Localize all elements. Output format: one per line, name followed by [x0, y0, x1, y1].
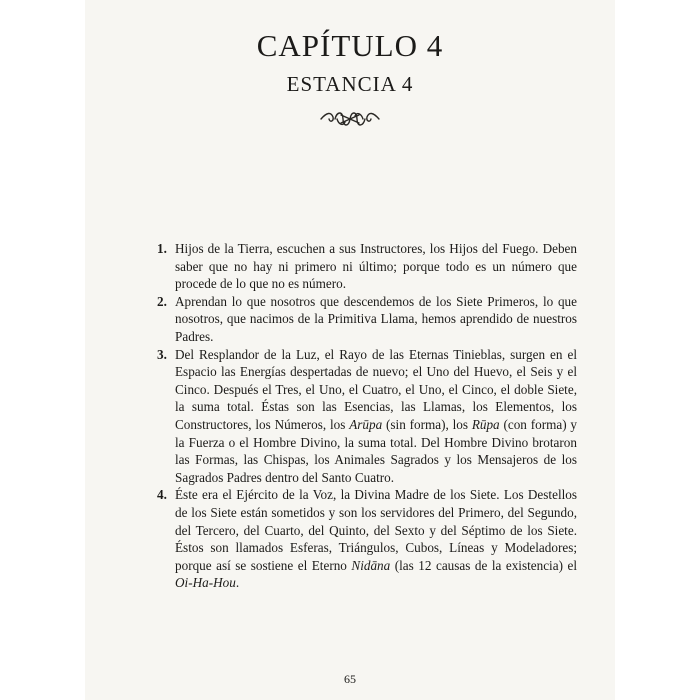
page-number: 65 — [344, 672, 356, 686]
stanza-text — [175, 241, 577, 291]
stanza-number: 2. — [157, 293, 167, 309]
stanza-text — [175, 347, 577, 485]
stanza-item — [157, 240, 577, 293]
stanza-term: Arūpa — [349, 416, 383, 432]
stanza-item — [157, 293, 577, 346]
stanza-term: Oi-Ha-Hou — [175, 575, 236, 591]
stanza-text-segment: Hijos de la Tierra, escuchen a sus Instructores, los Hijos del Fuego. Deben saber que no hay ni primero ni último; porque todo es un número que procede de lo que no es número. — [175, 241, 577, 292]
stanza-item — [157, 486, 577, 592]
stanza-text-segment: (sin forma), los — [382, 416, 472, 432]
stanza-item — [157, 346, 577, 487]
stanza-text — [175, 487, 577, 590]
stanza-text-segment: Aprendan lo que nosotros que descendemos de los Siete Primeros, lo que nosotros, que nacimos de la Primitiva Llama, hemos aprendido de nuestros Padres. — [175, 293, 577, 344]
stanza-list — [157, 240, 577, 592]
stanza-title: ESTANCIA 4 — [286, 72, 414, 96]
stanza-text-segment: . — [235, 575, 240, 591]
stanza-text-segment: Éste era el Ejército de la Voz, la Divina Madre de los Siete. Los Destellos de los Siete están sometidos y son los servidores del Primero, del Segundo, del Tercero, del Cuarto, del Quinto, del Sexto y del Séptimo de los Siete. Éstos son llamados Esferas, Triángulos, Cubos, Líneas y Modeladores; porque así se sostiene el Eterno — [175, 487, 577, 573]
stanza-number: 1. — [157, 241, 167, 256]
chapter-title: CAPÍTULO 4 — [256, 28, 444, 63]
stanza-text-segment: (las 12 causas de la existencia) el — [390, 557, 577, 573]
stanza-term: Rūpa — [471, 416, 500, 432]
stanza-text — [175, 294, 577, 344]
stanza-text-segment: Del Resplandor de la Luz, el Rayo de las Eternas Tinieblas, surgen en el Espacio las Energías despertadas de nuevo; el Uno del Huevo, el Seis y el Cinco. Después el Tres, el Uno, el Cuatro, el Uno, el Cinco, el doble Siete, la suma total. Éstas son las Esencias, las Llamas, los Elementos, los Constructores, los Números, los — [175, 346, 577, 432]
scroll-flourish-icon — [319, 108, 381, 130]
book-page — [85, 0, 615, 700]
stanza-number: 4. — [157, 487, 167, 503]
stanza-number: 3. — [157, 346, 167, 362]
stanza-term: Nidāna — [351, 557, 391, 573]
stanza-text-segment: (con forma) y la Fuerza o el Hombre Divino, la suma total. Del Hombre Divino brotaron las Formas, las Chispas, los Animales Sagrados y los Mensajeros de los Sagrados Padres dentro del Santo Cuatro. — [175, 416, 577, 485]
